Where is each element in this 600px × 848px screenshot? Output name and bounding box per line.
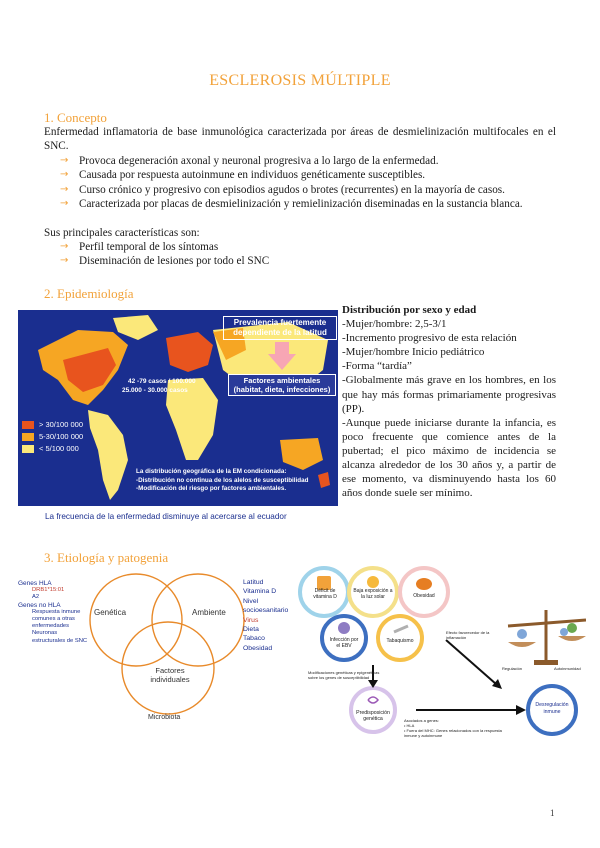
venn-left-items: Genes HLA DRB1*15:01 A2 Genes no HLA Respuesta inmune comunes a otras enfermedades Neuronas estructurales de SNC [18, 580, 88, 644]
venn-microbiota: Microbiota [148, 714, 181, 721]
features-list [60, 240, 556, 269]
main-features-label: Sus principales características son: [44, 227, 200, 239]
distribution-line: -Mujer/hombre: 2,5-3/1 [342, 318, 447, 331]
sun-label: Baja exposición a la luz solar [353, 588, 393, 600]
arrow-icon: → [60, 255, 69, 267]
arrow-icon: → [60, 197, 69, 209]
distribution-heading: Distribución por sexo y edad [342, 304, 477, 316]
smoking-label: Tabaquismo [386, 638, 414, 644]
concepto-bullets [60, 154, 556, 211]
genetic-predisposition-label: Predisposición genética [356, 710, 390, 722]
inflammation-effect-label: Efecto favorecedor de la inflamación [446, 630, 490, 640]
regulation-label: Regulación [502, 666, 523, 671]
distribution-line: -Aunque puede iniciarse durante la infancia, es poco frecuente que comience antes de la pubertad; el pico máximo de incidencia se alcanza alrededor de los 30 años y, a partir de ese momento, va disminuyendo hasta los 60 años donde suele ser mínimo. [342, 416, 556, 500]
distribution-line: -Forma “tardía” [342, 360, 412, 373]
cases-label-1: 42 -79 casos / 100.000 [128, 378, 196, 385]
vitd-label: Déficit de vitamina D [313, 588, 337, 600]
distribution-line: -Mujer/hombre Inicio pediátrico [342, 346, 485, 359]
venn-diagram [18, 568, 290, 728]
legend-item: < 5/100 000 [22, 444, 83, 453]
epigenetic-text: Modificaciones genéticas y epigenéticas sobre los genes de susceptibilidad [308, 670, 380, 680]
arrow-icon: → [60, 241, 69, 252]
arrow-icon: → [60, 155, 69, 166]
legend-item: > 30/100 000 [22, 420, 83, 429]
section-heading-etiologia: 3. Etiología y patogenia [44, 550, 169, 565]
page-number: 1 [550, 808, 555, 818]
document-title: ESCLEROSIS MÚLTIPLE [209, 72, 391, 89]
distribution-note: La distribución geográfica de la EM condicionada: -Distribución no continua de los alelos de susceptibilidad -Modificación del riesgo por factores ambientales. [136, 468, 309, 492]
distribution-column [342, 303, 556, 500]
bullet-item: → Causada por respuesta autoinmune en individuos genéticamente susceptibles. [60, 169, 426, 182]
obesity-label: Obesidad [413, 593, 435, 599]
map-legend [22, 420, 83, 453]
distribution-line: -Incremento progresivo de esta relación [342, 332, 517, 345]
environment-callout: Factores ambientales (habitat, dieta, infecciones) [228, 374, 336, 396]
immune-dysregulation-label: Desregulación inmune [535, 702, 569, 715]
pathogenesis-diagram [296, 562, 586, 742]
distribution-line: -Globalmente más grave en los hombres, en los que hay más formas primariamente progresivas (PP). [342, 374, 556, 415]
legend-item: 5-30/100 000 [22, 432, 83, 441]
section-heading-epidemiologia: 2. Epidemiología [44, 286, 134, 301]
arrow-icon: → [60, 183, 69, 195]
legend-swatch-high [22, 421, 34, 429]
cases-label-2: 25.000 - 30.000 casos [122, 387, 188, 394]
bullet-item: → Provoca degeneración axonal y neuronal progresiva a lo largo de la enfermedad. [60, 155, 439, 167]
legend-swatch-medium [22, 433, 34, 441]
section-heading-concepto: 1. Concepto [44, 110, 107, 125]
venn-right-items: Latitud Vitamina D Nivel socioesanitario Virus Dieta Tabaco Obesidad [243, 579, 289, 652]
concepto-intro: Enfermedad inflamatoria de base inmunológica caracterizada por áreas de desmielinización multifocales en el SNC. [44, 126, 556, 153]
genes-text: Asociados a genes: • HLA • Fuera del MHC: Genes relacionados con la respuesta inmune y autoinmune [404, 718, 502, 738]
feature-item: → Diseminación de lesiones por todo el SNC [60, 255, 270, 268]
latitude-callout: Prevalencia fuertemente dependiente de la latitud [223, 316, 337, 340]
venn-factores: Factores individuales [150, 666, 190, 684]
legend-swatch-low [22, 445, 34, 453]
feature-item: → Perfil temporal de los síntomas [60, 241, 219, 253]
map-caption: La frecuencia de la enfermedad disminuye al acercarse al ecuador [45, 512, 287, 521]
venn-genetica: Genética [94, 608, 127, 617]
bullet-item: → Curso crónico y progresivo con episodios agudos o brotes (recurrentes) en la mayoría de casos. [60, 183, 505, 196]
arrow-icon: → [60, 169, 69, 181]
autoimmunity-label: Autoinmunidad [554, 666, 581, 671]
bullet-item: → Caracterizada por placas de desmielinización y remielinización diseminadas en la sustancia blanca. [60, 197, 523, 210]
venn-ambiente: Ambiente [192, 608, 226, 617]
prevalence-world-map [18, 310, 338, 506]
ebv-label: Infección por el EBV [329, 637, 359, 649]
